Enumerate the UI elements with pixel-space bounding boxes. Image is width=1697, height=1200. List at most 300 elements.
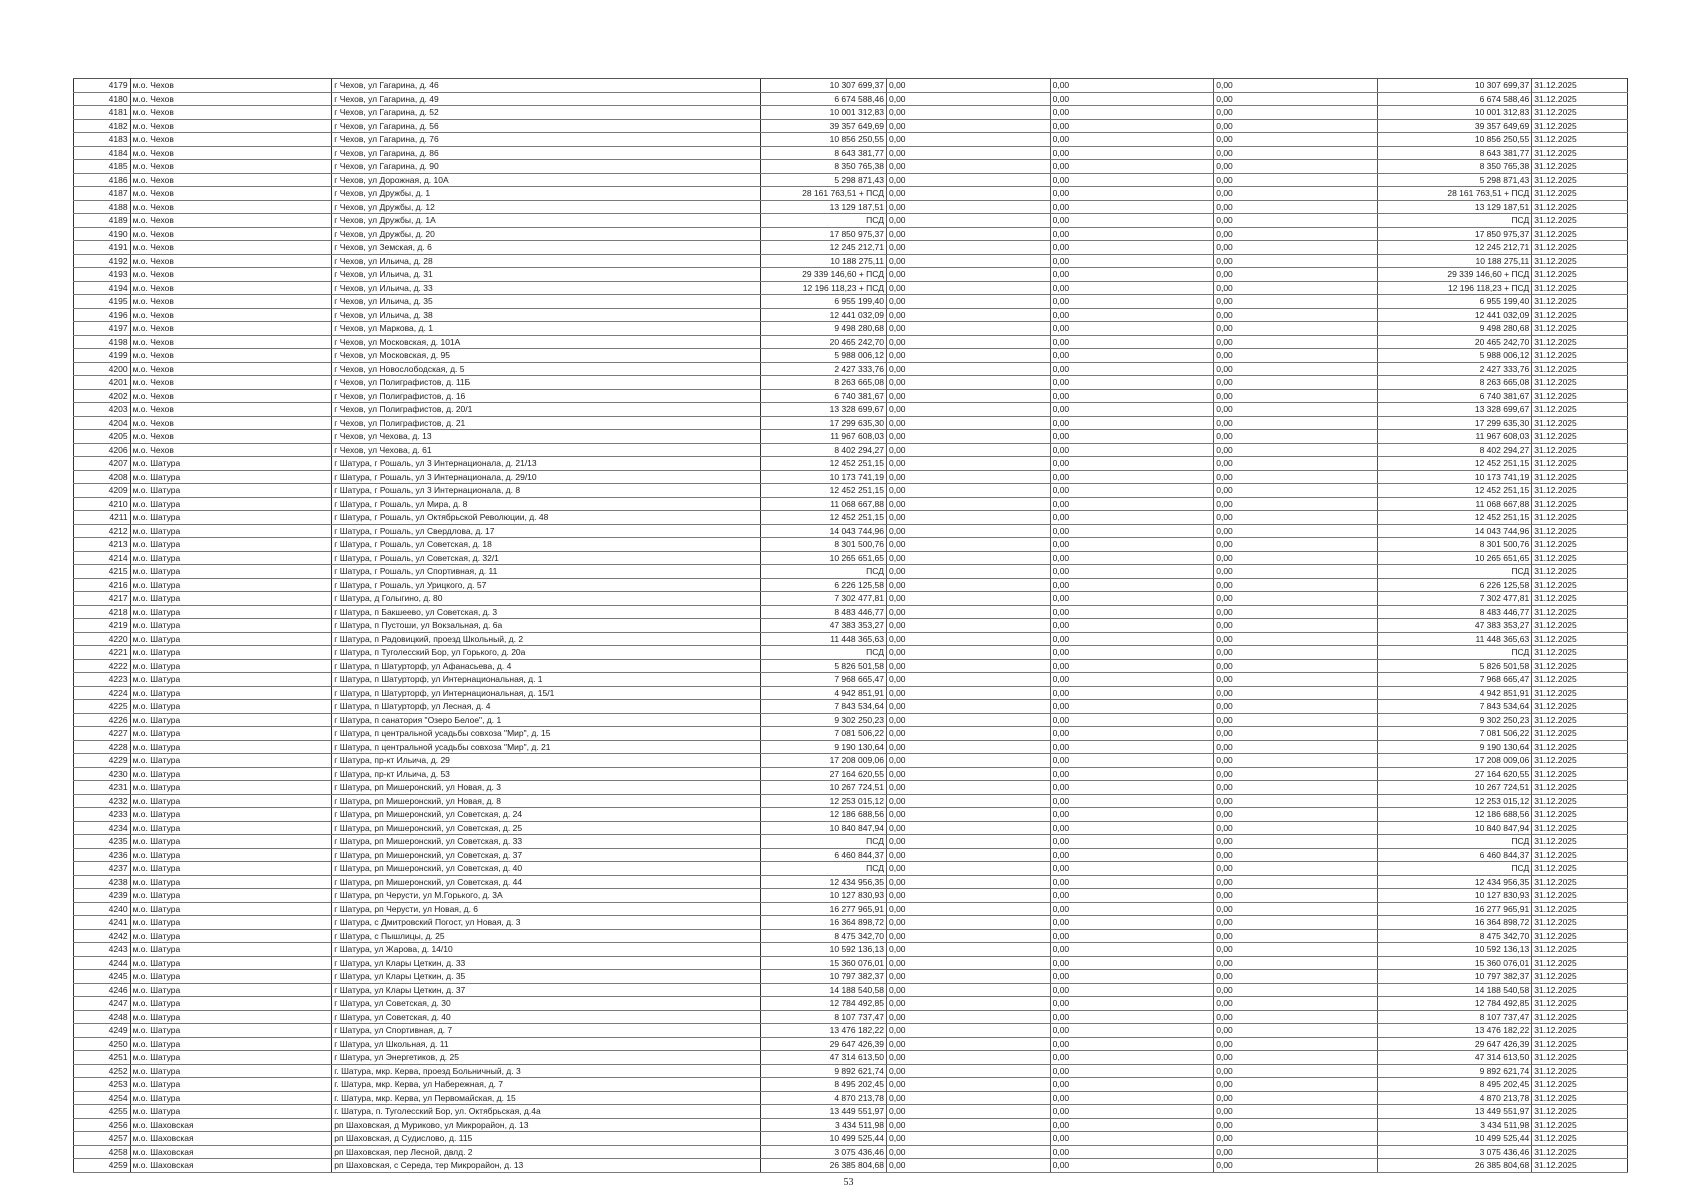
remaining-cost-cell: 12 245 212,71 [1377, 241, 1531, 255]
zero-amount-cell-2: 0,00 [1050, 578, 1214, 592]
address-cell: г Шатура, рп Мишеронский, ул Советская, д. 44 [332, 875, 761, 889]
zero-amount-cell-2: 0,00 [1050, 727, 1214, 741]
zero-amount-cell-1: 0,00 [886, 1051, 1050, 1065]
deadline-date-cell: 31.12.2025 [1532, 484, 1628, 498]
total-cost-cell: 29 647 426,39 [761, 1037, 887, 1051]
remaining-cost-cell: 7 302 477,81 [1377, 592, 1531, 606]
total-cost-cell: 8 301 500,76 [761, 538, 887, 552]
row-number-cell: 4208 [74, 470, 131, 484]
row-number-cell: 4233 [74, 808, 131, 822]
deadline-date-cell: 31.12.2025 [1532, 187, 1628, 201]
zero-amount-cell-2: 0,00 [1050, 511, 1214, 525]
remaining-cost-cell: 13 129 187,51 [1377, 200, 1531, 214]
zero-amount-cell-1: 0,00 [886, 160, 1050, 174]
zero-amount-cell-3: 0,00 [1214, 835, 1378, 849]
municipality-cell: м.о. Шатура [130, 1105, 332, 1119]
table-row [74, 376, 1628, 390]
row-number-cell: 4212 [74, 524, 131, 538]
deadline-date-cell: 31.12.2025 [1532, 808, 1628, 822]
municipality-cell: м.о. Шатура [130, 659, 332, 673]
zero-amount-cell-1: 0,00 [886, 443, 1050, 457]
municipality-cell: м.о. Чехов [130, 133, 332, 147]
total-cost-cell: 10 592 136,13 [761, 943, 887, 957]
deadline-date-cell: 31.12.2025 [1532, 376, 1628, 390]
zero-amount-cell-2: 0,00 [1050, 902, 1214, 916]
remaining-cost-cell: 29 339 146,60 + ПСД [1377, 268, 1531, 282]
zero-amount-cell-1: 0,00 [886, 646, 1050, 660]
deadline-date-cell: 31.12.2025 [1532, 200, 1628, 214]
total-cost-cell: ПСД [761, 214, 887, 228]
row-number-cell: 4235 [74, 835, 131, 849]
address-cell: г Шатура, п Шатурторф, ул Интернациональная, д. 1 [332, 673, 761, 687]
deadline-date-cell: 31.12.2025 [1532, 632, 1628, 646]
remaining-cost-cell: 13 449 551,97 [1377, 1105, 1531, 1119]
address-cell: г Чехов, ул Гагарина, д. 76 [332, 133, 761, 147]
remaining-cost-cell: 10 592 136,13 [1377, 943, 1531, 957]
remaining-cost-cell: 10 499 525,44 [1377, 1132, 1531, 1146]
remaining-cost-cell: 8 483 446,77 [1377, 605, 1531, 619]
remaining-cost-cell: 15 360 076,01 [1377, 956, 1531, 970]
row-number-cell: 4216 [74, 578, 131, 592]
address-cell: г Шатура, г Рошаль, ул Спортивная, д. 11 [332, 565, 761, 579]
municipality-cell: м.о. Чехов [130, 335, 332, 349]
row-number-cell: 4247 [74, 997, 131, 1011]
deadline-date-cell: 31.12.2025 [1532, 281, 1628, 295]
remaining-cost-cell: 11 068 667,88 [1377, 497, 1531, 511]
address-cell: г Шатура, рп Мишеронский, ул Новая, д. 3 [332, 781, 761, 795]
address-cell: г Шатура, г Рошаль, ул 3 Интернационала, д. 8 [332, 484, 761, 498]
address-cell: г Шатура, п Радовицкий, проезд Школьный, д. 2 [332, 632, 761, 646]
address-cell: г Чехов, ул Полиграфистов, д. 11Б [332, 376, 761, 390]
municipality-cell: м.о. Шатура [130, 835, 332, 849]
row-number-cell: 4221 [74, 646, 131, 660]
total-cost-cell: 8 263 665,08 [761, 376, 887, 390]
deadline-date-cell: 31.12.2025 [1532, 1091, 1628, 1105]
address-cell: г Чехов, ул Дружбы, д. 1 [332, 187, 761, 201]
address-cell: г Чехов, ул Чехова, д. 61 [332, 443, 761, 457]
zero-amount-cell-1: 0,00 [886, 794, 1050, 808]
zero-amount-cell-1: 0,00 [886, 119, 1050, 133]
table-row [74, 875, 1628, 889]
address-cell: г Шатура, рп Черусти, ул М.Горького, д. 3А [332, 889, 761, 903]
row-number-cell: 4195 [74, 295, 131, 309]
address-cell: г Чехов, ул Ильича, д. 38 [332, 308, 761, 322]
table-row [74, 1051, 1628, 1065]
deadline-date-cell: 31.12.2025 [1532, 767, 1628, 781]
municipality-cell: м.о. Чехов [130, 200, 332, 214]
remaining-cost-cell: 27 164 620,55 [1377, 767, 1531, 781]
zero-amount-cell-1: 0,00 [886, 173, 1050, 187]
total-cost-cell: 8 483 446,77 [761, 605, 887, 619]
address-cell: г Чехов, ул Московская, д. 95 [332, 349, 761, 363]
zero-amount-cell-3: 0,00 [1214, 686, 1378, 700]
deadline-date-cell: 31.12.2025 [1532, 538, 1628, 552]
address-cell: г Шатура, ул Советская, д. 40 [332, 1010, 761, 1024]
zero-amount-cell-3: 0,00 [1214, 146, 1378, 160]
zero-amount-cell-1: 0,00 [886, 1064, 1050, 1078]
total-cost-cell: 47 383 353,27 [761, 619, 887, 633]
address-cell: г Шатура, г Рошаль, ул Советская, д. 32/1 [332, 551, 761, 565]
zero-amount-cell-2: 0,00 [1050, 970, 1214, 984]
zero-amount-cell-1: 0,00 [886, 1024, 1050, 1038]
row-number-cell: 4226 [74, 713, 131, 727]
row-number-cell: 4238 [74, 875, 131, 889]
zero-amount-cell-3: 0,00 [1214, 983, 1378, 997]
remaining-cost-cell: 17 850 975,37 [1377, 227, 1531, 241]
deadline-date-cell: 31.12.2025 [1532, 983, 1628, 997]
zero-amount-cell-3: 0,00 [1214, 92, 1378, 106]
zero-amount-cell-3: 0,00 [1214, 470, 1378, 484]
address-cell: г Шатура, рп Мишеронский, ул Советская, д. 37 [332, 848, 761, 862]
zero-amount-cell-1: 0,00 [886, 1010, 1050, 1024]
zero-amount-cell-1: 0,00 [886, 322, 1050, 336]
address-cell: г Шатура, г Рошаль, ул 3 Интернационала, д. 29/10 [332, 470, 761, 484]
municipality-cell: м.о. Шатура [130, 713, 332, 727]
deadline-date-cell: 31.12.2025 [1532, 1145, 1628, 1159]
total-cost-cell: 7 843 534,64 [761, 700, 887, 714]
zero-amount-cell-2: 0,00 [1050, 983, 1214, 997]
municipality-cell: м.о. Шатура [130, 983, 332, 997]
row-number-cell: 4211 [74, 511, 131, 525]
row-number-cell: 4249 [74, 1024, 131, 1038]
zero-amount-cell-2: 0,00 [1050, 389, 1214, 403]
row-number-cell: 4182 [74, 119, 131, 133]
zero-amount-cell-3: 0,00 [1214, 349, 1378, 363]
municipality-cell: м.о. Шатура [130, 700, 332, 714]
deadline-date-cell: 31.12.2025 [1532, 551, 1628, 565]
deadline-date-cell: 31.12.2025 [1532, 362, 1628, 376]
table-row [74, 1078, 1628, 1092]
remaining-cost-cell: 8 475 342,70 [1377, 929, 1531, 943]
zero-amount-cell-3: 0,00 [1214, 254, 1378, 268]
zero-amount-cell-2: 0,00 [1050, 484, 1214, 498]
total-cost-cell: 9 498 280,68 [761, 322, 887, 336]
deadline-date-cell: 31.12.2025 [1532, 133, 1628, 147]
row-number-cell: 4258 [74, 1145, 131, 1159]
address-cell: г Чехов, ул Дорожная, д. 10А [332, 173, 761, 187]
table-row [74, 470, 1628, 484]
deadline-date-cell: 31.12.2025 [1532, 227, 1628, 241]
zero-amount-cell-2: 0,00 [1050, 1051, 1214, 1065]
total-cost-cell: 10 127 830,93 [761, 889, 887, 903]
zero-amount-cell-3: 0,00 [1214, 956, 1378, 970]
zero-amount-cell-1: 0,00 [886, 700, 1050, 714]
zero-amount-cell-2: 0,00 [1050, 1145, 1214, 1159]
zero-amount-cell-2: 0,00 [1050, 619, 1214, 633]
zero-amount-cell-1: 0,00 [886, 79, 1050, 93]
table-row [74, 268, 1628, 282]
zero-amount-cell-3: 0,00 [1214, 1078, 1378, 1092]
total-cost-cell: 8 495 202,45 [761, 1078, 887, 1092]
deadline-date-cell: 31.12.2025 [1532, 1118, 1628, 1132]
table-row [74, 767, 1628, 781]
table-row [74, 848, 1628, 862]
total-cost-cell: 2 427 333,76 [761, 362, 887, 376]
municipality-cell: м.о. Шатура [130, 497, 332, 511]
total-cost-cell: 8 402 294,27 [761, 443, 887, 457]
zero-amount-cell-2: 0,00 [1050, 133, 1214, 147]
table-row [74, 592, 1628, 606]
total-cost-cell: 10 188 275,11 [761, 254, 887, 268]
zero-amount-cell-2: 0,00 [1050, 740, 1214, 754]
table-row [74, 389, 1628, 403]
row-number-cell: 4229 [74, 754, 131, 768]
zero-amount-cell-2: 0,00 [1050, 227, 1214, 241]
deadline-date-cell: 31.12.2025 [1532, 754, 1628, 768]
zero-amount-cell-3: 0,00 [1214, 997, 1378, 1011]
municipality-cell: м.о. Чехов [130, 295, 332, 309]
municipality-cell: м.о. Шатура [130, 632, 332, 646]
deadline-date-cell: 31.12.2025 [1532, 1064, 1628, 1078]
deadline-date-cell: 31.12.2025 [1532, 929, 1628, 943]
table-row [74, 295, 1628, 309]
zero-amount-cell-1: 0,00 [886, 1091, 1050, 1105]
zero-amount-cell-3: 0,00 [1214, 133, 1378, 147]
zero-amount-cell-2: 0,00 [1050, 1037, 1214, 1051]
address-cell: г Чехов, ул Гагарина, д. 90 [332, 160, 761, 174]
row-number-cell: 4220 [74, 632, 131, 646]
zero-amount-cell-1: 0,00 [886, 767, 1050, 781]
total-cost-cell: 12 245 212,71 [761, 241, 887, 255]
row-number-cell: 4236 [74, 848, 131, 862]
zero-amount-cell-3: 0,00 [1214, 929, 1378, 943]
zero-amount-cell-2: 0,00 [1050, 956, 1214, 970]
remaining-cost-cell: 6 955 199,40 [1377, 295, 1531, 309]
municipality-cell: м.о. Шатура [130, 605, 332, 619]
zero-amount-cell-3: 0,00 [1214, 970, 1378, 984]
row-number-cell: 4242 [74, 929, 131, 943]
municipality-cell: м.о. Шатура [130, 578, 332, 592]
register-table [73, 78, 1628, 1173]
municipality-cell: м.о. Шатура [130, 862, 332, 876]
zero-amount-cell-3: 0,00 [1214, 281, 1378, 295]
address-cell: г Шатура, г Рошаль, ул Урицкого, д. 57 [332, 578, 761, 592]
row-number-cell: 4248 [74, 1010, 131, 1024]
table-row [74, 133, 1628, 147]
row-number-cell: 4185 [74, 160, 131, 174]
municipality-cell: м.о. Шатура [130, 538, 332, 552]
table-row [74, 646, 1628, 660]
total-cost-cell: 12 434 956,35 [761, 875, 887, 889]
total-cost-cell: 8 643 381,77 [761, 146, 887, 160]
row-number-cell: 4245 [74, 970, 131, 984]
zero-amount-cell-2: 0,00 [1050, 173, 1214, 187]
deadline-date-cell: 31.12.2025 [1532, 821, 1628, 835]
deadline-date-cell: 31.12.2025 [1532, 862, 1628, 876]
total-cost-cell: 16 277 965,91 [761, 902, 887, 916]
remaining-cost-cell: 12 452 251,15 [1377, 484, 1531, 498]
row-number-cell: 4259 [74, 1159, 131, 1173]
municipality-cell: м.о. Шатура [130, 997, 332, 1011]
municipality-cell: м.о. Чехов [130, 389, 332, 403]
remaining-cost-cell: 13 476 182,22 [1377, 1024, 1531, 1038]
zero-amount-cell-2: 0,00 [1050, 916, 1214, 930]
deadline-date-cell: 31.12.2025 [1532, 997, 1628, 1011]
deadline-date-cell: 31.12.2025 [1532, 902, 1628, 916]
table-row [74, 1132, 1628, 1146]
table-row [74, 484, 1628, 498]
zero-amount-cell-2: 0,00 [1050, 214, 1214, 228]
address-cell: г Чехов, ул Гагарина, д. 52 [332, 106, 761, 120]
address-cell: г Шатура, п Пустоши, ул Вокзальная, д. 6а [332, 619, 761, 633]
zero-amount-cell-1: 0,00 [886, 754, 1050, 768]
table-row [74, 983, 1628, 997]
zero-amount-cell-1: 0,00 [886, 1118, 1050, 1132]
deadline-date-cell: 31.12.2025 [1532, 875, 1628, 889]
zero-amount-cell-3: 0,00 [1214, 565, 1378, 579]
table-row [74, 443, 1628, 457]
zero-amount-cell-3: 0,00 [1214, 430, 1378, 444]
row-number-cell: 4237 [74, 862, 131, 876]
zero-amount-cell-1: 0,00 [886, 200, 1050, 214]
remaining-cost-cell: 47 314 613,50 [1377, 1051, 1531, 1065]
zero-amount-cell-1: 0,00 [886, 916, 1050, 930]
address-cell: г Шатура, п Туголесский Бор, ул Горького, д. 20а [332, 646, 761, 660]
municipality-cell: м.о. Шатура [130, 754, 332, 768]
address-cell: г Шатура, рп Мишеронский, ул Советская, д. 40 [332, 862, 761, 876]
zero-amount-cell-1: 0,00 [886, 943, 1050, 957]
remaining-cost-cell: 12 784 492,85 [1377, 997, 1531, 1011]
zero-amount-cell-3: 0,00 [1214, 1118, 1378, 1132]
table-row [74, 970, 1628, 984]
remaining-cost-cell: 12 452 251,15 [1377, 457, 1531, 471]
municipality-cell: м.о. Шатура [130, 929, 332, 943]
row-number-cell: 4234 [74, 821, 131, 835]
table-row [74, 1105, 1628, 1119]
total-cost-cell: 10 001 312,83 [761, 106, 887, 120]
row-number-cell: 4217 [74, 592, 131, 606]
table-row [74, 916, 1628, 930]
total-cost-cell: 12 452 251,15 [761, 511, 887, 525]
zero-amount-cell-2: 0,00 [1050, 403, 1214, 417]
zero-amount-cell-3: 0,00 [1214, 511, 1378, 525]
remaining-cost-cell: 12 253 015,12 [1377, 794, 1531, 808]
total-cost-cell: 11 448 365,63 [761, 632, 887, 646]
zero-amount-cell-2: 0,00 [1050, 470, 1214, 484]
remaining-cost-cell: 26 385 804,68 [1377, 1159, 1531, 1173]
zero-amount-cell-1: 0,00 [886, 956, 1050, 970]
remaining-cost-cell: 10 856 250,55 [1377, 133, 1531, 147]
address-cell: г Шатура, рп Мишеронский, ул Советская, д. 33 [332, 835, 761, 849]
table-row [74, 1010, 1628, 1024]
total-cost-cell: 6 674 588,46 [761, 92, 887, 106]
remaining-cost-cell: 12 452 251,15 [1377, 511, 1531, 525]
zero-amount-cell-1: 0,00 [886, 686, 1050, 700]
row-number-cell: 4179 [74, 79, 131, 93]
municipality-cell: м.о. Чехов [130, 376, 332, 390]
total-cost-cell: 4 942 851,91 [761, 686, 887, 700]
remaining-cost-cell: 7 081 506,22 [1377, 727, 1531, 741]
municipality-cell: м.о. Шаховская [130, 1159, 332, 1173]
register-sheet [73, 78, 1628, 1173]
remaining-cost-cell: 8 643 381,77 [1377, 146, 1531, 160]
municipality-cell: м.о. Шатура [130, 524, 332, 538]
row-number-cell: 4184 [74, 146, 131, 160]
zero-amount-cell-2: 0,00 [1050, 767, 1214, 781]
remaining-cost-cell: 8 402 294,27 [1377, 443, 1531, 457]
zero-amount-cell-1: 0,00 [886, 821, 1050, 835]
zero-amount-cell-3: 0,00 [1214, 187, 1378, 201]
municipality-cell: м.о. Шаховская [130, 1132, 332, 1146]
deadline-date-cell: 31.12.2025 [1532, 403, 1628, 417]
row-number-cell: 4200 [74, 362, 131, 376]
zero-amount-cell-3: 0,00 [1214, 389, 1378, 403]
row-number-cell: 4215 [74, 565, 131, 579]
remaining-cost-cell: 16 277 965,91 [1377, 902, 1531, 916]
remaining-cost-cell: 8 301 500,76 [1377, 538, 1531, 552]
zero-amount-cell-2: 0,00 [1050, 1159, 1214, 1173]
municipality-cell: м.о. Чехов [130, 187, 332, 201]
total-cost-cell: 12 784 492,85 [761, 997, 887, 1011]
municipality-cell: м.о. Чехов [130, 416, 332, 430]
deadline-date-cell: 31.12.2025 [1532, 1132, 1628, 1146]
remaining-cost-cell: 17 208 009,06 [1377, 754, 1531, 768]
municipality-cell: м.о. Шатура [130, 686, 332, 700]
total-cost-cell: 3 434 511,98 [761, 1118, 887, 1132]
zero-amount-cell-1: 0,00 [886, 538, 1050, 552]
zero-amount-cell-1: 0,00 [886, 146, 1050, 160]
remaining-cost-cell: 8 350 765,38 [1377, 160, 1531, 174]
row-number-cell: 4251 [74, 1051, 131, 1065]
deadline-date-cell: 31.12.2025 [1532, 160, 1628, 174]
table-row [74, 403, 1628, 417]
zero-amount-cell-1: 0,00 [886, 187, 1050, 201]
total-cost-cell: 13 129 187,51 [761, 200, 887, 214]
zero-amount-cell-3: 0,00 [1214, 362, 1378, 376]
deadline-date-cell: 31.12.2025 [1532, 146, 1628, 160]
deadline-date-cell: 31.12.2025 [1532, 646, 1628, 660]
municipality-cell: м.о. Шатура [130, 457, 332, 471]
total-cost-cell: 6 226 125,58 [761, 578, 887, 592]
remaining-cost-cell: 12 186 688,56 [1377, 808, 1531, 822]
total-cost-cell: 17 850 975,37 [761, 227, 887, 241]
row-number-cell: 4257 [74, 1132, 131, 1146]
zero-amount-cell-2: 0,00 [1050, 943, 1214, 957]
remaining-cost-cell: 8 263 665,08 [1377, 376, 1531, 390]
zero-amount-cell-3: 0,00 [1214, 443, 1378, 457]
table-row [74, 1118, 1628, 1132]
total-cost-cell: 10 856 250,55 [761, 133, 887, 147]
municipality-cell: м.о. Шатура [130, 619, 332, 633]
total-cost-cell: 9 302 250,23 [761, 713, 887, 727]
table-row [74, 457, 1628, 471]
zero-amount-cell-1: 0,00 [886, 335, 1050, 349]
municipality-cell: м.о. Шатура [130, 484, 332, 498]
row-number-cell: 4187 [74, 187, 131, 201]
deadline-date-cell: 31.12.2025 [1532, 389, 1628, 403]
address-cell: г Шатура, рп Мишеронский, ул Новая, д. 8 [332, 794, 761, 808]
remaining-cost-cell: 29 647 426,39 [1377, 1037, 1531, 1051]
municipality-cell: м.о. Чехов [130, 79, 332, 93]
zero-amount-cell-2: 0,00 [1050, 605, 1214, 619]
zero-amount-cell-1: 0,00 [886, 1037, 1050, 1051]
zero-amount-cell-2: 0,00 [1050, 295, 1214, 309]
table-row [74, 241, 1628, 255]
row-number-cell: 4202 [74, 389, 131, 403]
zero-amount-cell-2: 0,00 [1050, 281, 1214, 295]
deadline-date-cell: 31.12.2025 [1532, 916, 1628, 930]
zero-amount-cell-1: 0,00 [886, 133, 1050, 147]
municipality-cell: м.о. Чехов [130, 160, 332, 174]
zero-amount-cell-2: 0,00 [1050, 794, 1214, 808]
zero-amount-cell-2: 0,00 [1050, 551, 1214, 565]
deadline-date-cell: 31.12.2025 [1532, 943, 1628, 957]
row-number-cell: 4192 [74, 254, 131, 268]
remaining-cost-cell: ПСД [1377, 646, 1531, 660]
row-number-cell: 4204 [74, 416, 131, 430]
deadline-date-cell: 31.12.2025 [1532, 443, 1628, 457]
zero-amount-cell-1: 0,00 [886, 551, 1050, 565]
